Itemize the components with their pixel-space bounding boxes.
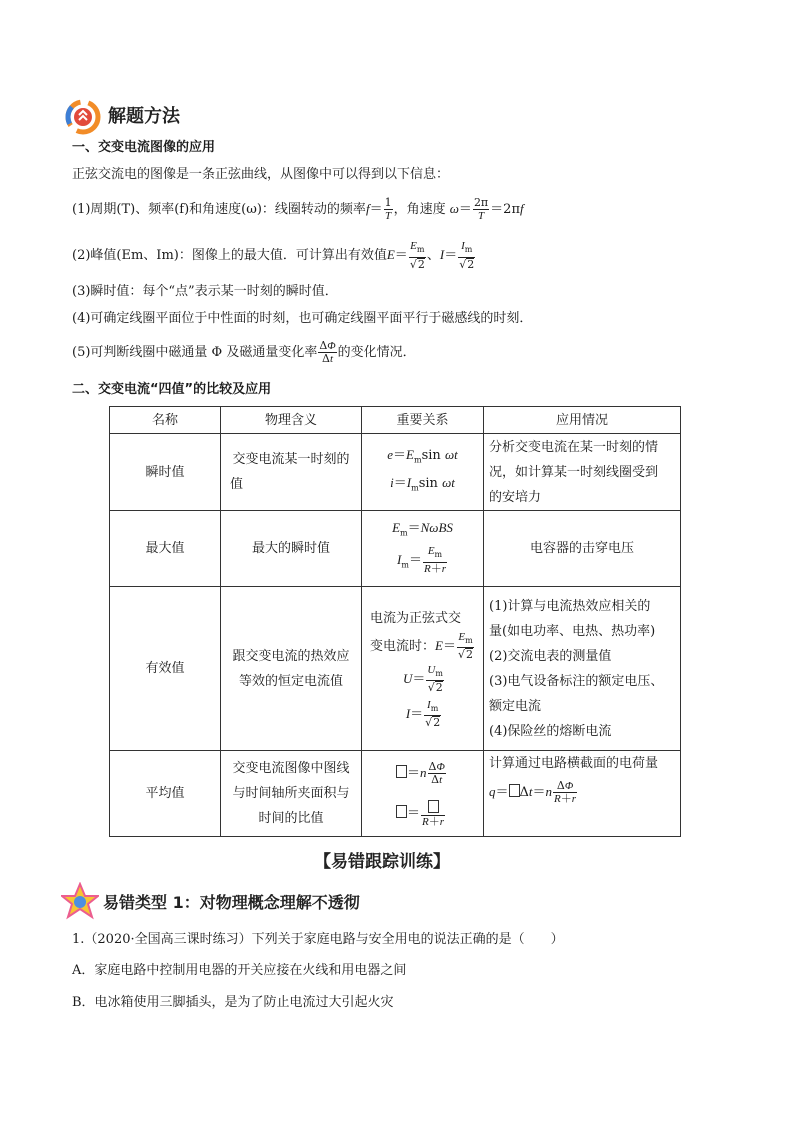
- error-type-title: 易错类型 1：对物理概念理解不透彻: [103, 893, 360, 912]
- row-meaning: 最大的瞬时值: [221, 511, 362, 587]
- option-a: A．家庭电路中控制用电器的开关应接在火线和用电器之间: [72, 963, 407, 978]
- table-header: 物理含义: [221, 407, 362, 434]
- heading-2: 二、交变电流“四值”的比较及应用: [72, 382, 272, 397]
- practice-banner: 【易错跟踪训练】: [314, 852, 450, 872]
- row-relation: 电流为正弦式交 变电流时：E＝ $\frac{E_m}{√2}$ U＝ $\frac{U_m}{√2}$ I＝ $\frac{I_m}{√2}$: [362, 587, 484, 751]
- row-relation: ＝n $\frac{\Delta\Phi}{\Delta t}$ ＝ R＋r: [362, 751, 484, 837]
- item-5: (5)可判断线圈中磁通量 Φ 及磁通量变化率 $\frac{\Delta\Phi}{\Delta t}$ 的变化情况．: [72, 339, 416, 365]
- four-values-table: [109, 406, 681, 837]
- table-row: [110, 587, 681, 751]
- row-meaning: 交变电流某一时刻的 值: [221, 434, 362, 511]
- row-usage: (1)计算与电流热效应相关的 量(如电功率、电热、热功率) (2)交流电表的测量值 (3)电气设备标注的额定电压、 额定电流 (4)保险丝的熔断电流: [484, 587, 681, 751]
- item-2-text: (2)峰值(Em、Im)：图像上的最大值．可计算出有效值: [72, 248, 387, 263]
- table-header: 名称: [110, 407, 221, 434]
- table-header: 应用情况: [484, 407, 681, 434]
- option-b: B．电冰箱使用三脚插头，是为了防止电流过大引起火灾: [72, 995, 394, 1010]
- item-4: (4)可确定线圈平面位于中性面的时刻，也可确定线圈平面平行于磁感线的时刻．: [72, 311, 533, 326]
- item-1-mid: ，角速度: [393, 202, 446, 217]
- row-name: 平均值: [110, 751, 221, 837]
- row-name: 最大值: [110, 511, 221, 587]
- row-meaning: 交变电流图像中图线 与时间轴所夹面积与 时间的比值: [221, 751, 362, 837]
- table-row: [110, 434, 681, 511]
- row-usage: 分析交变电流在某一时刻的情 况，如计算某一时刻线圈受到 的安培力: [484, 434, 681, 511]
- row-name: 瞬时值: [110, 434, 221, 511]
- intro-text: 正弦交流电的图像是一条正弦曲线，从图像中可以得到以下信息：: [72, 167, 450, 182]
- row-usage: 计算通过电路横截面的电荷量 q＝ Δt＝n $\frac{\Delta\Phi}{R+r}$: [484, 751, 681, 837]
- question-1: 1.（2020·全国高三课时练习）下列关于家庭电路与安全用电的说法正确的是（ ）: [72, 932, 564, 947]
- row-meaning: 跟交变电流的热效应 等效的恒定电流值: [221, 587, 362, 751]
- row-usage: 电容器的击穿电压: [484, 511, 681, 587]
- row-relation: $e=E_m\sin$ ωt $i=I_m\sin$ ωt: [362, 434, 484, 511]
- item-1-text: (1)周期(T)、频率(f)和角速度(ω)：线圈转动的频率: [72, 202, 366, 217]
- heading-1: 一、交变电流图像的应用: [72, 140, 216, 155]
- method-logo-icon: [64, 98, 102, 136]
- row-name: 有效值: [110, 587, 221, 751]
- section-title: 解题方法: [108, 106, 180, 127]
- item-3: (3)瞬时值：每个“点”表示某一时刻的瞬时值．: [72, 284, 338, 299]
- item-1: (1)周期(T)、频率(f)和角速度(ω)：线圈转动的频率f＝ $\frac{1}{T}$ ，角速度 ω＝ $\frac{2\pi}{T}$ ＝2πf: [72, 196, 524, 222]
- item-5-suffix: 的变化情况．: [337, 345, 416, 360]
- table-row: [110, 751, 681, 837]
- item-5-text: (5)可判断线圈中磁通量 Φ 及磁通量变化率: [72, 345, 318, 360]
- star-icon: [61, 882, 99, 920]
- table-row: [110, 511, 681, 587]
- table-header: 重要关系: [362, 407, 484, 434]
- row-relation: $E_m=N\omega BS$ $I_m=$ $\frac{E_m}{R+r}$: [362, 511, 484, 587]
- item-2: (2)峰值(Em、Im)：图像上的最大值．可计算出有效值E＝ $\frac{E_m}{√2}$ 、I＝ $\frac{I_m}{√2}$: [72, 240, 475, 271]
